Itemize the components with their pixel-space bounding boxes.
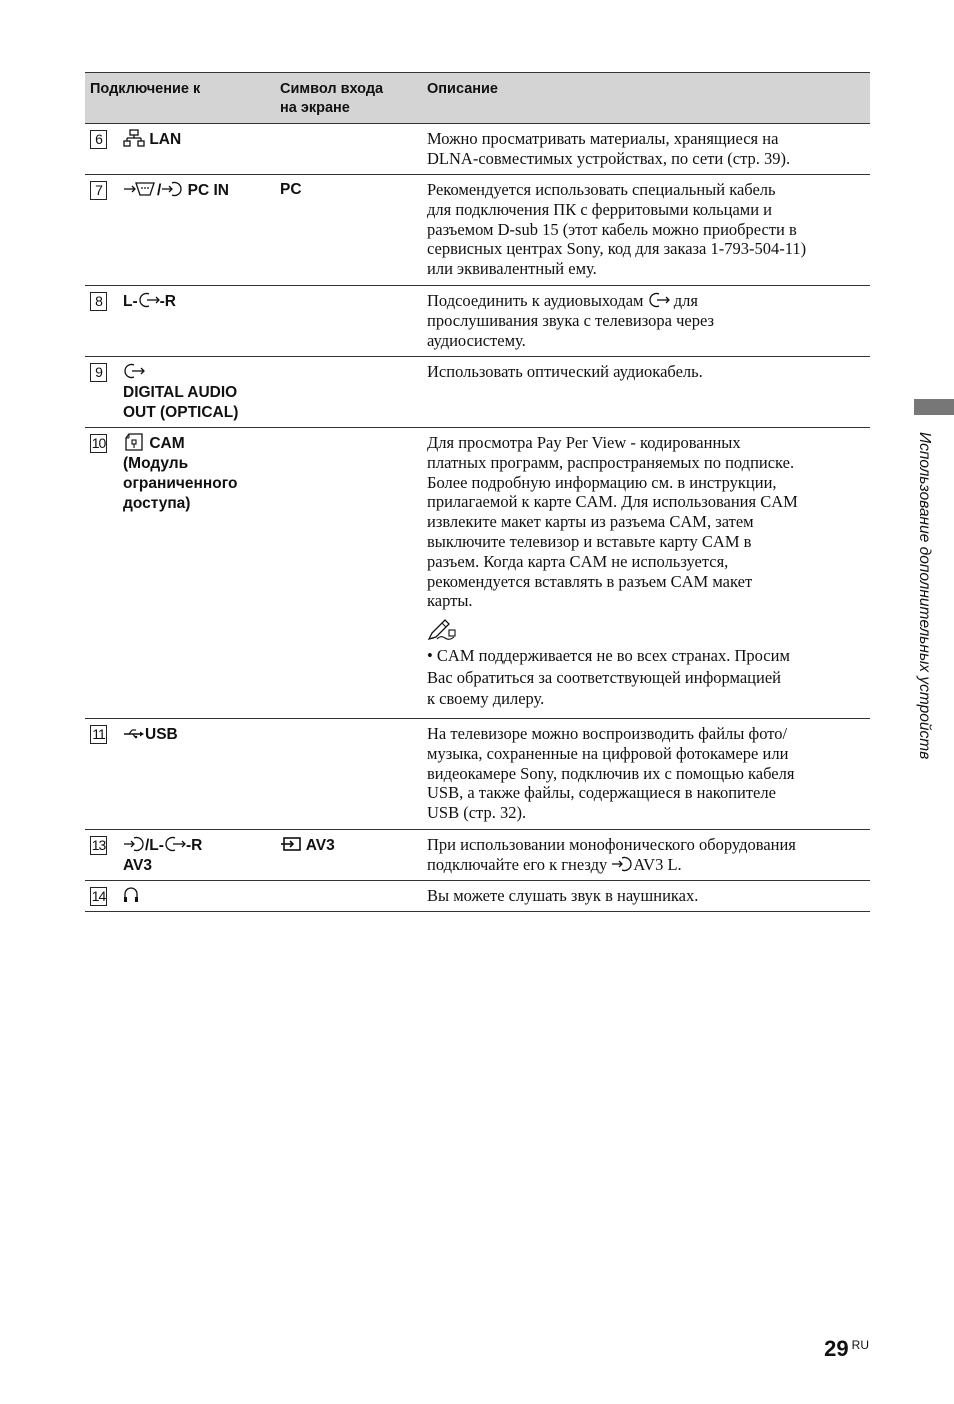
page-number: 29 $^{RU}$ bbox=[824, 1336, 869, 1361]
table-header bbox=[85, 73, 870, 124]
section-tab-marker bbox=[914, 399, 954, 415]
symbol-cell bbox=[280, 881, 427, 911]
connections-table bbox=[85, 72, 870, 912]
row-number: 6 bbox=[90, 130, 107, 149]
audio-output-icon bbox=[123, 362, 145, 380]
table-row: 8 L- -R Подсоединить к аудиовыходам для прослушивания звука с телевизора через аудиосистему. bbox=[85, 286, 870, 357]
description-cell: При использовании монофонического оборудования подключайте его к гнезду AV3 L. bbox=[427, 835, 796, 874]
description-cell: Для просмотра Pay Per View - кодированных платных программ, распространяемых по подписке. Более подробную информацию см. в инструкции, прилагаемой к карте CAM. Для использования CAM извлеките макет карты из разъема CAM, затем выключите телевизор и вставьте карту CAM в разъем. Когда карта CAM не используется, рекомендуется вставлять в разъем CAM макет карты. • CAM поддерживается не во всех странах. Просим Вас обратиться за соответствующей информацией к своему дилеру. bbox=[427, 428, 870, 718]
row-number: 11 bbox=[90, 725, 107, 744]
header-description: Описание bbox=[427, 81, 498, 97]
audio-input-icon bbox=[123, 835, 145, 853]
symbol-cell bbox=[280, 428, 427, 718]
input-source-icon bbox=[280, 835, 302, 853]
cam-card-icon bbox=[123, 433, 145, 451]
table-row bbox=[85, 124, 870, 175]
symbol-cell bbox=[280, 286, 427, 356]
note-pencil-icon bbox=[427, 619, 457, 641]
audio-input-icon bbox=[161, 180, 183, 198]
connection-label: PC IN bbox=[187, 182, 229, 199]
table-row bbox=[85, 881, 870, 912]
symbol-cell bbox=[280, 124, 427, 174]
table-row: 13 /L- -R AV3 AV3 При использовании монофонического оборудования подключайте его к гнезду AV3 L. bbox=[85, 830, 870, 881]
audio-input-icon bbox=[611, 855, 633, 873]
audio-output-icon bbox=[648, 291, 670, 309]
header-symbol: Символ входа на экране bbox=[280, 81, 384, 116]
lan-network-icon bbox=[123, 129, 145, 147]
description-cell: Рекомендуется использовать специальный кабель для подключения ПК с ферритовыми кольцами и разъемом D-sub 15 (этот кабель можно приобрести в сервисных центрах Sony, код для заказа 1-793-504-11) или эквивалентный ему. bbox=[427, 180, 807, 279]
row-number: 9 bbox=[90, 363, 107, 382]
symbol-cell: AV3 bbox=[280, 830, 427, 880]
header-connection: Подключение к bbox=[90, 81, 201, 97]
note-text: • CAM поддерживается не во всех странах. Просим Вас обратиться за соответствующей информацией к своему дилеру. bbox=[427, 646, 790, 709]
row-number: 14 bbox=[91, 888, 106, 904]
description-cell: Использовать оптический аудиокабель. bbox=[427, 362, 703, 381]
headphones-icon bbox=[123, 886, 139, 904]
symbol-cell: PC bbox=[280, 181, 302, 198]
row-number: 7 bbox=[90, 181, 107, 200]
connection-label: AV3 bbox=[123, 857, 153, 874]
description-cell: Можно просматривать материалы, хранящиеся на DLNA-совместимых устройствах, по сети (стр. 39). bbox=[427, 129, 791, 168]
connection-label: USB bbox=[145, 726, 178, 743]
table-row: 7 / PC IN PC Рекомендуется использовать специальный кабель для подключения ПК с ферритовыми кольцами и разъемом D-sub 15 (этот кабель можно приобрести в сервисных центрах Sony, код для заказа 1-793-504-11) или эквивалентный ему. bbox=[85, 175, 870, 286]
connection-label: OUT (OPTICAL) bbox=[123, 404, 239, 421]
audio-output-icon bbox=[138, 291, 160, 309]
audio-output-icon bbox=[164, 835, 186, 853]
table-row: 10 CAM (Модуль ограниченного доступа) Для просмотра Pay Per View - кодированных платных программ, распространяемых по подписке. Более подробную информацию см. в инструкции, прилагаемой к карте CAM. Для использования CAM извлеките макет карты из разъема CAM, затем выключите телевизор и вставьте карту CAM в разъем. Когда карта CAM не используется, рекомендуется вставлять в разъем CAM макет карты. • CAM поддерживается не во всех странах. Просим Вас обратиться за соответствующей информацией к своему дилеру. bbox=[85, 428, 870, 719]
row-number: 13 bbox=[91, 837, 106, 853]
usb-icon bbox=[123, 724, 145, 742]
row-number: 10 bbox=[91, 435, 106, 451]
table-row bbox=[85, 357, 870, 428]
symbol-cell bbox=[280, 357, 427, 427]
row-number: 8 bbox=[90, 292, 107, 311]
connection-label: LAN bbox=[149, 131, 182, 148]
connection-label: CAM bbox=[149, 435, 185, 452]
description-cell: Вы можете слушать звук в наушниках. bbox=[427, 886, 699, 905]
section-side-title: Использование дополнительных устройств bbox=[916, 432, 933, 760]
description-cell: На телевизоре можно воспроизводить файлы фото/ музыка, сохраненные на цифровой фотокамере или видеокамере Sony, подключив их с помощью кабеля USB, а также файлы, содержащиеся в накопителе USB (стр. 32). bbox=[427, 724, 795, 823]
description-cell: Подсоединить к аудиовыходам для прослушивания звука с телевизора через аудиосистему. bbox=[427, 291, 715, 350]
pc-input-icon bbox=[123, 180, 157, 198]
symbol-cell bbox=[280, 719, 427, 829]
table-row bbox=[85, 719, 870, 830]
connection-label: DIGITAL AUDIO bbox=[123, 384, 238, 401]
